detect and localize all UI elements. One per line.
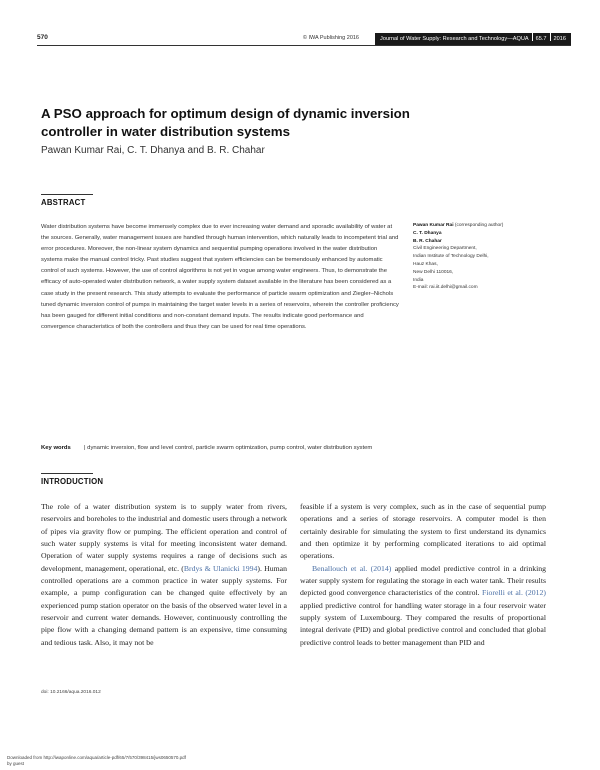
abstract-rule: [41, 194, 93, 195]
volume-issue: 65.7: [535, 36, 547, 42]
author-affiliations: [413, 222, 573, 292]
affil-author2: C. T. Dhanya: [413, 230, 442, 236]
intro-text-3b: applied predictive control for handling water storage in a four reservoir water supply system of Luxembourg. They compared the results of proportional integral derivate (PID) and global predictive control and concluded that global predictive control leads to better management than PID and: [300, 600, 546, 647]
citation-benallouch[interactable]: Benallouch et al. (2014): [312, 563, 392, 573]
affil-author1: Pawan Kumar Rai: [413, 223, 454, 228]
affil-loc2: New Delhi 110016,: [413, 269, 454, 275]
intro-rule: [41, 473, 93, 474]
affil-dept: Civil Engineering Department,: [413, 246, 477, 252]
citation-brdys[interactable]: Brdys & Ulanicki 1994: [183, 563, 258, 573]
abstract-body: [41, 222, 399, 333]
affil-author1-note: (corresponding author): [454, 223, 504, 228]
journal-year: 2016: [553, 36, 566, 42]
download-line-2: by guest: [7, 761, 25, 766]
intro-column-left: [41, 501, 287, 649]
header-rule: [37, 45, 571, 46]
doi: doi: 10.2166/aqua.2016.012: [41, 690, 101, 695]
intro-heading: INTRODUCTION: [41, 477, 104, 486]
paper-title: A PSO approach for optimum design of dynamic inversion controller in water distribution systems: [41, 106, 410, 139]
publisher-note: © IWA Publishing 2016: [302, 35, 359, 41]
paper-authors: Pawan Kumar Rai, C. T. Dhanya and B. R. Chahar: [41, 145, 265, 156]
intro-text-1a: The role of a water distribution system is to supply water from rivers, reservoirs and boreholes to the industrial and domestic users through a network of pipes via gravity flow or pumping. The efficient operation and control of such water supply systems is vital for meeting inconsistent water demand. Operation of water supply systems requires a range of decisions such as development, management, operational, etc. (: [41, 502, 288, 573]
intro-text-3a: applied model predictive control in a drinking water supply system for regulating the storage in each water tank. Their results depicted good convergence characteristics of the control.: [300, 563, 546, 598]
affil-email: E-mail: rai.iit.delhi@gmail.com: [413, 285, 478, 291]
affil-loc1: Hauz Khas,: [413, 261, 438, 267]
intro-paragraph-2: feasible if a system is very complex, such as in the case of sequential pump operations and a series of storage reservoirs. A computer model is then certainly desirable for simulating the system to first understand its dynamics and then optimize it by performing complicated iterations to aid optimal operations.: [300, 502, 546, 561]
intro-paragraph-3: [300, 563, 546, 649]
keywords-text: | dynamic inversion, flow and level control, particle swarm optimization, pump control, water distribution system: [84, 445, 373, 451]
citation-fiorelli[interactable]: Fiorelli et al. (2012): [482, 588, 546, 598]
page-number: 570: [37, 34, 48, 41]
intro-column-right: [300, 501, 546, 649]
affil-author3: B. R. Chahar: [413, 238, 442, 244]
intro-text-1b: ). Human controlled operations are a common practice in water supply systems. For example, a pump configuration can be changed quite effectively by an experienced pump station operator on the basis of the observed water level in a reservoir and current water demands. However, continuously controlling the pipe flow with a changing demand pattern is an expensive, time consuming and tedious task. Also, it may not be: [41, 563, 287, 647]
journal-box: [375, 33, 571, 45]
download-note: [7, 755, 186, 767]
journal-name: Journal of Water Supply: Research and Technology—AQUA: [380, 36, 529, 42]
abstract-heading: ABSTRACT: [41, 198, 86, 207]
download-line-1: Downloaded from http://iwaponline.com/aqua/article-pdf/65/7/570/398415/jws0650570.pdf: [7, 755, 186, 760]
running-header: [37, 34, 571, 46]
abstract-text: Water distribution systems have become immensely complex due to ever increasing water demand and sporadic availability of water at the sources. Generally, water management issues are handled through human intervention, which naturally leads to incompetent trial and error procedures. Moreover, the non-linear system dynamics and sequential pumping operations involved in the water distribution systems make the manual control tricky. Past studies suggest that system efficiencies can be tremendously enhanced by automatic control of such systems. However, the use of control algorithms is not yet in vogue among water engineers. Thus, to demonstrate the efficacy of auto-operated water distribution network, a water supply system dataset available in the literature has been considered as a case study in the present research. This study attempts to evaluate the performance of particle swarm optimization and Ziegler–Nichols tuned dynamic inversion control of pumps in maintaining the target water levels in a series of reservoirs, wherein the controller proficiency has been gauged for different initial conditions and non-constant demand inputs. The results indicate good performance and convergence characteristics of both the controllers and thus they can be used for real time operations.: [41, 224, 399, 330]
keywords-label: Key words: [41, 445, 71, 451]
affil-country: India: [413, 277, 424, 283]
intro-paragraph-1: [41, 501, 287, 649]
affil-inst: Indian Institute of Technology Delhi,: [413, 254, 489, 260]
